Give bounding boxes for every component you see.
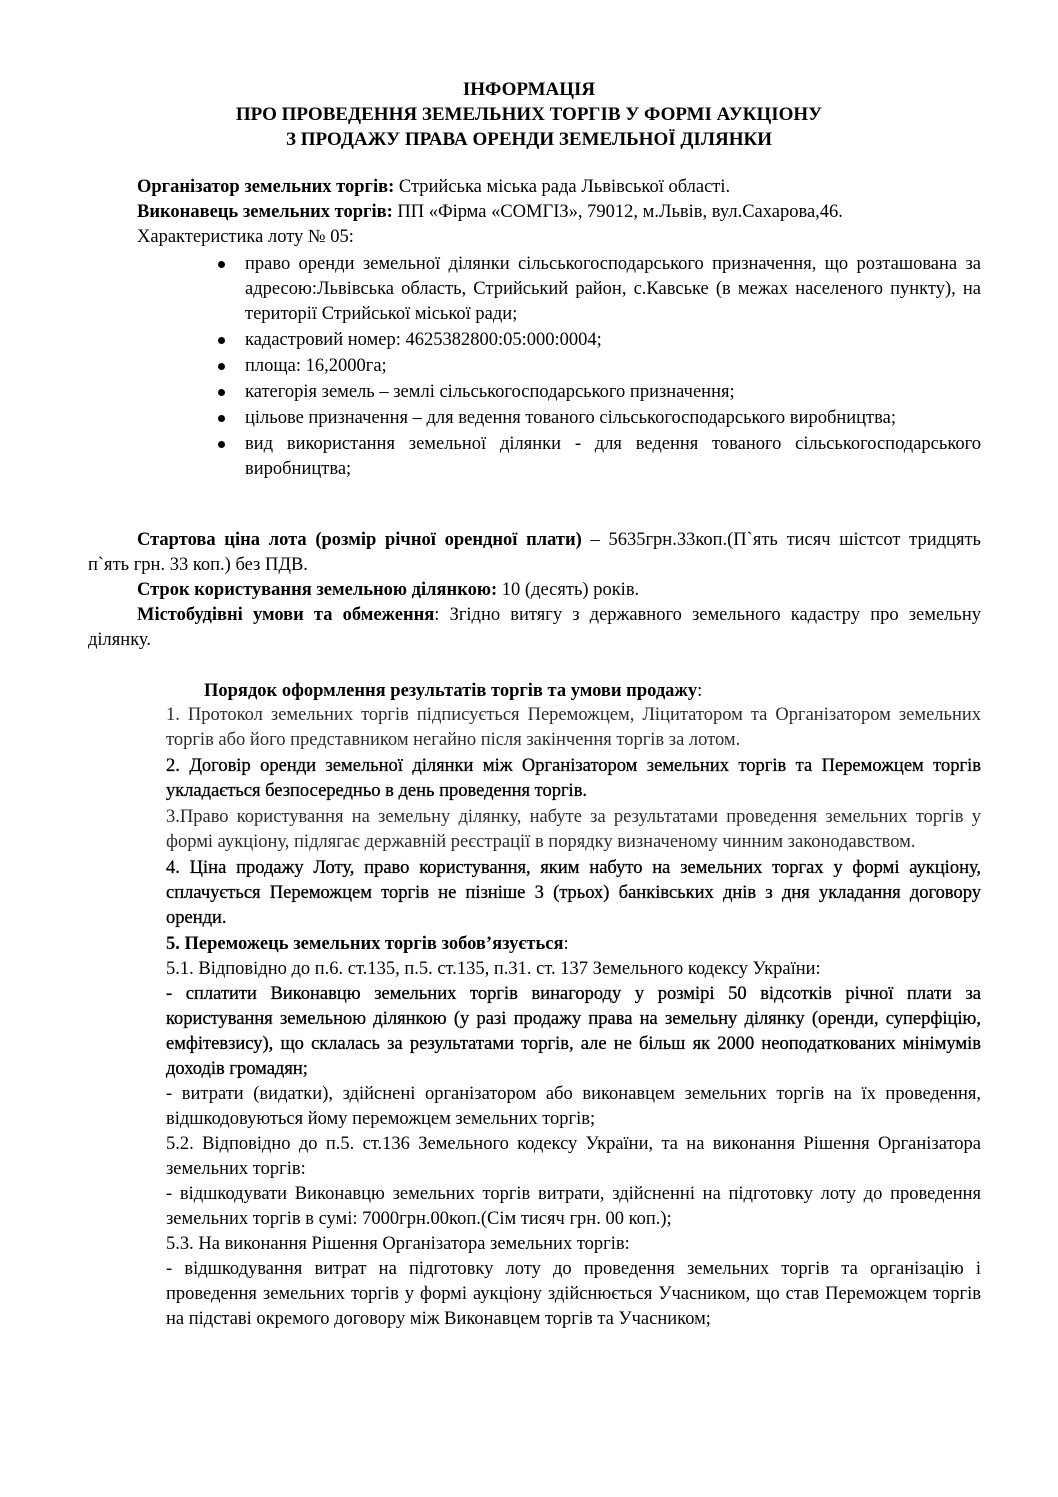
procedure-item-1: 1. Протокол земельних торгів підписується Переможцем, Ліцитатором та Організатором земельних торгів або його представником негайно після закінчення торгів за лотом. (166, 705, 981, 750)
bullet-icon (218, 415, 225, 422)
bullet-icon (218, 389, 225, 396)
winner-heading-line: 5. Переможець земельних торгів зобов’язується: (166, 934, 569, 954)
list-item: кадастровий номер: 4625382800:05:000:0004; (218, 328, 981, 353)
procedure-item-4: 4. Ціна продажу Лоту, право користування, яким набуто на земельних торгах у формі аукціону, сплачується Переможцем торгів не пізніше 3 (трьох) банківських днів з дня укладання договору оренди. (166, 858, 981, 928)
document-title (0, 77, 1058, 152)
list-item: площа: 16,2000га; (218, 354, 981, 379)
bullet-icon (218, 337, 225, 344)
price-terms (88, 528, 981, 653)
list-item: цільове призначення – для ведення тованого сільськогосподарського виробництва; (218, 406, 981, 431)
lot-characteristics-list (218, 252, 981, 482)
winner-item: - витрати (видатки), здійснені організатором або виконавцем земельних торгів на їх проведення, відшкодовуються йому переможцем земельних торгів; (166, 1084, 981, 1129)
start-price-paragraph (88, 528, 981, 578)
term-paragraph (88, 578, 981, 603)
winner-item: - відшкодування витрат на підготовку лоту до проведення земельних торгів та організацію і проведення земельних торгів у формі аукціону здійснюється Учасником, що став Переможцем торгів на підставі окремого договору між Виконавцем торгів та Учасником; (166, 1259, 981, 1329)
organizer-label: Організатор земельних торгів: (137, 177, 395, 197)
procedure-section (166, 703, 981, 1332)
procedure-heading: Порядок оформлення результатів торгів та умови продажу (204, 681, 698, 701)
procedure-item-2: 2. Договір оренди земельної ділянки між Організатором земельних торгів та Переможцем торгів укладається безпосередньо в день проведення торгів. (166, 756, 981, 801)
executor-value: ПП «Фірма «СОМГІЗ», 79012, м.Львів, вул.Сахарова,46. (392, 202, 843, 222)
start-price-label: Стартова ціна лота (розмір річної орендної плати) (137, 530, 582, 550)
procedure-heading-line: Порядок оформлення результатів торгів та умови продажу: (204, 681, 703, 701)
list-item: категорія земель – землі сільськогосподарського призначення; (218, 380, 981, 405)
lot-heading: Характеристика лоту № 05: (137, 227, 354, 247)
term-value: 10 (десять) років. (497, 580, 640, 600)
header-info (88, 175, 981, 250)
bullet-icon (218, 441, 225, 448)
title-line: ІНФОРМАЦІЯ (462, 79, 596, 100)
procedure-item-3: 3.Право користування на земельну ділянку, набуте за результатами проведення земельних торгів у формі аукціону, підлягає державній реєстрації в порядку визначеному чинним законодавством. (166, 807, 981, 852)
winner-heading: 5. Переможець земельних торгів зобов’язується (166, 934, 564, 954)
urban-conditions-paragraph (88, 603, 981, 653)
winner-item: 5.2. Відповідно до п.5. ст.136 Земельного кодексу України, та на виконання Рішення Організатора земельних торгів: (166, 1134, 981, 1179)
title-line: ПРО ПРОВЕДЕННЯ ЗЕМЕЛЬНИХ ТОРГІВ У ФОРМІ АУКЦІОНУ (235, 104, 823, 125)
winner-item: 5.1. Відповідно до п.6. ст.135, п.5. ст.135, п.31. ст. 137 Земельного кодексу України: (166, 959, 821, 979)
urban-conditions-label: Містобудівні умови та обмеження (137, 605, 435, 625)
winner-item: - сплатити Виконавцю земельних торгів винагороду у розмірі 50 відсотків річної плати за користування земельною ділянкою (у разі продажу права на земельну ділянку (оренди, суперфіцію, емфітевзису), що склалась за результатами торгів, але не більш як 2000 неоподаткованих мінімумів доходів громадян; (166, 984, 981, 1079)
winner-item: - відшкодувати Виконавцю земельних торгів витрати, здійсненні на підготовку лоту до проведення земельних торгів в сумі: 7000грн.00коп.(Сім тисяч грн. 00 коп.); (166, 1184, 981, 1229)
term-label: Строк користування земельною ділянкою: (137, 580, 498, 600)
organizer-line (88, 175, 981, 200)
title-line: З ПРОДАЖУ ПРАВА ОРЕНДИ ЗЕМЕЛЬНОЇ ДІЛЯНКИ (285, 129, 773, 150)
list-item: вид використання земельної ділянки - для ведення тованого сільськогосподарського виробництва; (218, 432, 981, 482)
start-price-value: – 5635грн.33коп.(П`ять тисяч шістсот тридцять п`ять грн. 33 коп.) без ПДВ. (88, 530, 981, 575)
executor-line (88, 200, 981, 225)
urban-conditions-value: : Згідно витягу з державного земельного кадастру про земельну ділянку. (88, 605, 982, 650)
executor-label: Виконавець земельних торгів: (137, 202, 393, 222)
organizer-value: Стрийська міська рада Львівської області. (394, 177, 731, 197)
bullet-icon (218, 261, 225, 268)
winner-item: 5.3. На виконання Рішення Організатора земельних торгів: (166, 1234, 630, 1254)
list-item: право оренди земельної ділянки сільськогосподарського призначення, що розташована за адресою:Львівська область, Стрийський район, с.Кавське (в межах населеного пункту), на території Стрийської міської ради; (218, 252, 981, 327)
bullet-icon (218, 363, 225, 370)
